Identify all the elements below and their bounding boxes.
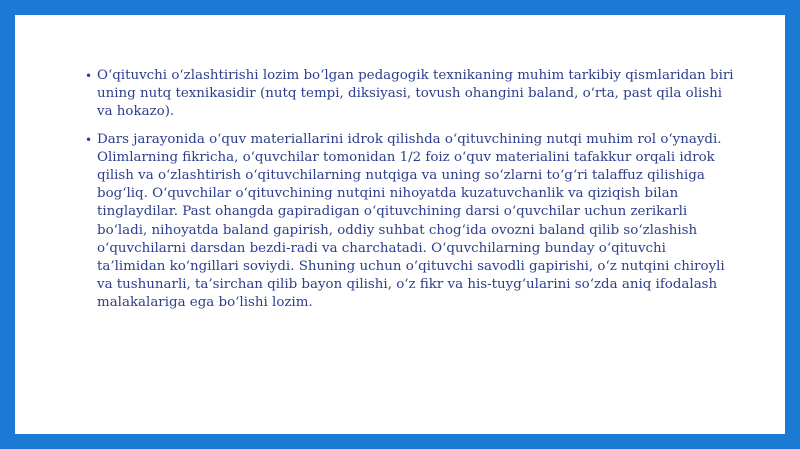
bullet-list (85, 67, 735, 322)
bullet-item-teacher-speech-role (85, 131, 735, 313)
bullet-text: O‘qituvchi o‘zlashtirishi lozim bo‘lgan pedagogik texnikaning muhim tarkibiy qismlaridan biri uning nutq texnikasidir (nutq tempi, diksiyasi, tovush ohangini baland, o‘rta, past qila olishi va hokazo). (97, 68, 734, 120)
bullet-marker: • (85, 69, 93, 83)
slide-canvas (15, 15, 785, 434)
bullet-item-speech-technique (85, 67, 735, 122)
bullet-marker: • (85, 132, 93, 147)
bullet-text: Dars jarayonida o‘quv materiallarini idrok qilishda o‘qituvchining nutqi muhim rol o‘ynaydi. Olimlarning fikricha, o‘quvchilar tomonidan 1/2 foiz o‘quv materialini tafakkur orqali idrok qilish va o‘zlashtirish o‘qituvchilarning nutqiga va uning so‘zlarni to‘g‘ri talaffuz qilishiga bog‘liq. O‘quvchilar o‘qituvchining nutqini nihoyatda kuzatuvchanlik va qiziqish bilan tinglaydilar. Past ohangda gapiradigan o‘qituvchining darsi o‘quvchilar uchun zerikarli bo‘ladi, nihoyatda baland gapirish, oddiy suhbat chog‘ida ovozni baland qilib so‘zlashish o‘quvchilarni darsdan bezdi-radi va charchatadi. O‘quvchilarning bunday o‘qituvchi ta’limidan ko‘ngillari soviydi. Shuning uchun o‘qituvchi savodli gapirishi, o‘z nutqini chiroyli va tushunarli, ta’sirchan qilib bayon qilishi, o‘z fikr va his-tuyg‘ularini so‘zda aniq ifodalash malakalariga ega bo‘lishi lozim. (97, 131, 725, 311)
